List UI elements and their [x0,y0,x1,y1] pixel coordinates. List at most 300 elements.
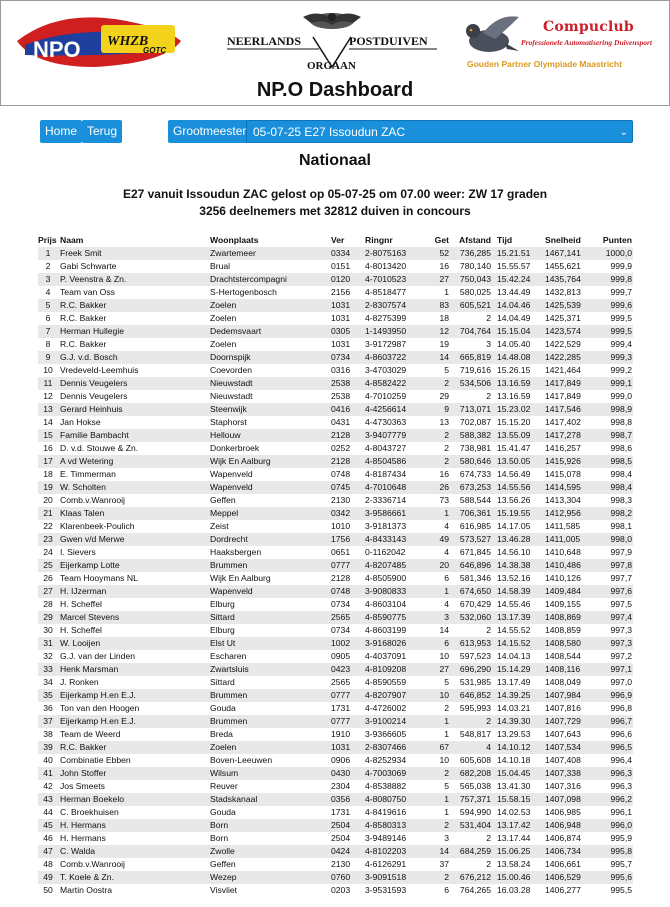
table-row [38,884,633,897]
cell-ringnr: 3-9172987 [365,338,425,351]
cell-afstand: 616,985 [456,520,497,533]
cell-woonplaats: Wapenveld [210,481,331,494]
table-row [38,858,633,871]
cell-ver: 0777 [331,559,365,572]
cell-tijd: 14.56.10 [497,546,545,559]
cell-tijd: 14.56.49 [497,468,545,481]
cell-ringnr: 4-4256614 [365,403,425,416]
race-select[interactable] [246,120,633,143]
cell-afstand: 532,060 [456,611,497,624]
cell-prijs: 2 [38,260,58,273]
cell-prijs: 8 [38,338,58,351]
cell-punten: 997,3 [590,637,633,650]
cell-get: 20 [425,559,456,572]
cell-woonplaats: Haaksbergen [210,546,331,559]
cell-punten: 999,2 [590,364,633,377]
cell-tijd: 15.23.02 [497,403,545,416]
table-row [38,715,633,728]
cell-ringnr: 2-3336714 [365,494,425,507]
cell-get: 67 [425,741,456,754]
cell-get: 27 [425,663,456,676]
cell-ver: 1002 [331,637,365,650]
cell-prijs: 28 [38,598,58,611]
cell-get: 13 [425,416,456,429]
cell-ringnr: 4-8207485 [365,559,425,572]
table-row [38,247,633,260]
table-row [38,312,633,325]
cell-ringnr: 4-8102203 [365,845,425,858]
cell-ringnr: 4-8275399 [365,312,425,325]
cell-snelheid: 1406,874 [545,832,590,845]
cell-prijs: 18 [38,468,58,481]
chevron-down-icon: ⌄ [619,127,628,138]
cell-ver: 1731 [331,702,365,715]
cell-get: 10 [425,754,456,767]
cell-prijs: 26 [38,572,58,585]
cell-punten: 998,2 [590,507,633,520]
cell-prijs: 31 [38,637,58,650]
cell-afstand: 605,608 [456,754,497,767]
cell-woonplaats: Reuver [210,780,331,793]
cell-prijs: 32 [38,650,58,663]
cell-woonplaats: Sittard [210,611,331,624]
cell-get: 52 [425,247,456,260]
cell-ringnr: 4-8433143 [365,533,425,546]
cell-prijs: 27 [38,585,58,598]
race-select-value: 05-07-25 E27 Issoudun ZAC [253,125,406,139]
cell-snelheid: 1417,849 [545,377,590,390]
cell-get: 10 [425,689,456,702]
cell-woonplaats: Donkerbroek [210,442,331,455]
cell-get: 6 [425,572,456,585]
cell-punten: 998,8 [590,416,633,429]
cell-tijd: 13.46.28 [497,533,545,546]
cell-tijd: 14.55.56 [497,481,545,494]
cell-get: 3 [425,611,456,624]
cell-ver: 0316 [331,364,365,377]
cell-prijs: 45 [38,819,58,832]
cell-punten: 998,0 [590,533,633,546]
table-row [38,533,633,546]
page-header [0,0,670,106]
cell-ringnr: 4-8603104 [365,598,425,611]
cell-afstand: 594,990 [456,806,497,819]
cell-snelheid: 1407,338 [545,767,590,780]
cell-ringnr: 4-7010259 [365,390,425,403]
cell-snelheid: 1417,849 [545,390,590,403]
cell-afstand: 595,993 [456,702,497,715]
cell-afstand: 597,523 [456,650,497,663]
table-row [38,754,633,767]
cell-get: 6 [425,884,456,897]
table-row [38,650,633,663]
cell-naam: Team de Weerd [58,728,210,741]
table-row [38,442,633,455]
cell-prijs: 16 [38,442,58,455]
table-row [38,286,633,299]
cell-naam: W. Scholten [58,481,210,494]
cell-woonplaats: Zoelen [210,338,331,351]
cell-afstand: 665,819 [456,351,497,364]
cell-get: 26 [425,481,456,494]
cell-punten: 995,6 [590,871,633,884]
cell-woonplaats: Brummen [210,689,331,702]
back-button[interactable]: Terug [82,120,122,143]
cell-punten: 997,7 [590,572,633,585]
cell-woonplaats: Zoelen [210,741,331,754]
cell-ver: 0748 [331,468,365,481]
cell-ringnr: 2-8307466 [365,741,425,754]
cell-prijs: 3 [38,273,58,286]
cell-woonplaats: Wezep [210,871,331,884]
cell-punten: 996,7 [590,715,633,728]
cell-get: 27 [425,273,456,286]
cell-punten: 997,2 [590,650,633,663]
cell-naam: C. Walda [58,845,210,858]
cell-tijd: 14.04.13 [497,650,545,663]
cell-woonplaats: Dordrecht [210,533,331,546]
cell-afstand: 531,985 [456,676,497,689]
cell-punten: 999,4 [590,338,633,351]
cell-naam: Dennis Veugelers [58,390,210,403]
cell-punten: 998,3 [590,494,633,507]
cell-ver: 0748 [331,585,365,598]
cell-ringnr: 4-7010523 [365,273,425,286]
cell-tijd: 14.55.52 [497,624,545,637]
table-row [38,793,633,806]
cell-punten: 999,0 [590,390,633,403]
cell-get: 37 [425,858,456,871]
cell-snelheid: 1408,869 [545,611,590,624]
cell-afstand: 2 [456,715,497,728]
cell-woonplaats: Zeist [210,520,331,533]
cell-ver: 1031 [331,312,365,325]
cell-woonplaats: Wijk En Aalburg [210,572,331,585]
cell-afstand: 534,506 [456,377,497,390]
cell-woonplaats: Zwartsluis [210,663,331,676]
cell-ringnr: 3-9489146 [365,832,425,845]
cell-get: 1 [425,728,456,741]
cell-punten: 996,3 [590,767,633,780]
table-row [38,832,633,845]
cell-snelheid: 1417,278 [545,429,590,442]
cell-prijs: 12 [38,390,58,403]
cell-prijs: 25 [38,559,58,572]
cell-punten: 999,8 [590,273,633,286]
cell-ringnr: 4-7010648 [365,481,425,494]
cell-get: 2 [425,767,456,780]
cell-afstand: 2 [456,858,497,871]
cell-prijs: 43 [38,793,58,806]
cell-ringnr: 2-8307574 [365,299,425,312]
cell-get: 12 [425,325,456,338]
cell-snelheid: 1423,574 [545,325,590,338]
cell-tijd: 14.15.52 [497,637,545,650]
cell-afstand: 673,253 [456,481,497,494]
table-header-row [38,234,633,247]
cell-ringnr: 3-9366605 [365,728,425,741]
cell-prijs: 4 [38,286,58,299]
cell-woonplaats: Zoelen [210,312,331,325]
cell-ringnr: 4-4730363 [365,416,425,429]
cell-punten: 998,4 [590,468,633,481]
cell-afstand: 674,733 [456,468,497,481]
cell-tijd: 14.58.39 [497,585,545,598]
cell-naam: H. Hermans [58,819,210,832]
col-afstand: Afstand [459,235,491,245]
table-row [38,741,633,754]
cell-woonplaats: Elburg [210,624,331,637]
cell-afstand: 573,527 [456,533,497,546]
cell-woonplaats: Brual [210,260,331,273]
cell-tijd: 13.58.24 [497,858,545,871]
cell-naam: Gwen v/d Merwe [58,533,210,546]
cell-prijs: 41 [38,767,58,780]
cell-naam: Dennis Veugelers [58,377,210,390]
table-row [38,546,633,559]
cell-ver: 2156 [331,286,365,299]
cell-snelheid: 1407,816 [545,702,590,715]
table-row [38,390,633,403]
table-row [38,598,633,611]
cell-naam: R.C. Bakker [58,299,210,312]
cell-snelheid: 1415,926 [545,455,590,468]
cell-ringnr: 4-8580313 [365,819,425,832]
cell-afstand: 605,521 [456,299,497,312]
cell-tijd: 15.19.55 [497,507,545,520]
cell-afstand: 548,817 [456,728,497,741]
nps-right-text: POSTDUIVEN [349,34,428,48]
nps-logo [223,7,441,73]
cell-tijd: 13.17.42 [497,819,545,832]
cell-punten: 999,5 [590,312,633,325]
table-row [38,780,633,793]
table-row [38,377,633,390]
cell-get: 14 [425,624,456,637]
cell-ringnr: 4-8590775 [365,611,425,624]
table-row [38,637,633,650]
cell-naam: T. Koele & Zn. [58,871,210,884]
cell-ver: 0342 [331,507,365,520]
cell-naam: R.C. Bakker [58,338,210,351]
cell-punten: 997,5 [590,598,633,611]
cell-afstand: 2 [456,390,497,403]
cell-naam: Jan Hokse [58,416,210,429]
cell-afstand: 780,140 [456,260,497,273]
cell-prijs: 15 [38,429,58,442]
cell-get: 14 [425,845,456,858]
cell-tijd: 13.55.09 [497,429,545,442]
cell-punten: 998,9 [590,403,633,416]
col-prijs: Prijs [38,235,57,245]
cell-afstand: 4 [456,741,497,754]
cell-punten: 997,8 [590,559,633,572]
cell-afstand: 580,025 [456,286,497,299]
cell-tijd: 13.16.59 [497,377,545,390]
cell-punten: 999,7 [590,286,633,299]
cell-afstand: 646,852 [456,689,497,702]
table-row [38,559,633,572]
cell-naam: Henk Marsman [58,663,210,676]
cell-punten: 999,6 [590,299,633,312]
cell-tijd: 15.58.15 [497,793,545,806]
cell-ver: 0651 [331,546,365,559]
table-row [38,663,633,676]
cell-tijd: 14.04.46 [497,299,545,312]
cell-woonplaats: Gouda [210,702,331,715]
cell-ringnr: 4-4726002 [365,702,425,715]
cell-tijd: 15.21.51 [497,247,545,260]
home-button[interactable]: Home [40,120,82,143]
cell-woonplaats: Brummen [210,559,331,572]
cell-prijs: 34 [38,676,58,689]
cell-woonplaats: Geffen [210,494,331,507]
cell-prijs: 29 [38,611,58,624]
table-row [38,702,633,715]
cell-ver: 1910 [331,728,365,741]
cell-punten: 996,1 [590,806,633,819]
table-row [38,403,633,416]
table-row [38,676,633,689]
cell-afstand: 3 [456,338,497,351]
cell-tijd: 15.55.57 [497,260,545,273]
cell-afstand: 736,285 [456,247,497,260]
cell-ver: 2504 [331,832,365,845]
table-row [38,585,633,598]
col-get: Get [434,235,449,245]
cell-punten: 1000,0 [590,247,633,260]
cell-get: 6 [425,637,456,650]
cell-snelheid: 1416,257 [545,442,590,455]
cell-punten: 998,1 [590,520,633,533]
cell-punten: 998,4 [590,481,633,494]
col-ver: Ver [331,235,345,245]
cell-snelheid: 1408,580 [545,637,590,650]
cell-tijd: 15.42.24 [497,273,545,286]
cell-prijs: 46 [38,832,58,845]
cell-woonplaats: Nieuwstadt [210,390,331,403]
cell-woonplaats: Sittard [210,676,331,689]
cell-get: 2 [425,702,456,715]
cell-naam: R.C. Bakker [58,312,210,325]
cell-ver: 0423 [331,663,365,676]
cell-ver: 2565 [331,611,365,624]
cell-ver: 0777 [331,715,365,728]
cell-ver: 2128 [331,455,365,468]
pigeon-icon [459,11,521,61]
cell-naam: Familie Bambacht [58,429,210,442]
cell-naam: Comb.v.Wanrooij [58,494,210,507]
cell-get: 49 [425,533,456,546]
table-row [38,624,633,637]
cell-naam: G.J. van der Linden [58,650,210,663]
cell-get: 2 [425,442,456,455]
cell-punten: 996,2 [590,793,633,806]
cell-get: 4 [425,546,456,559]
cell-punten: 997,1 [590,663,633,676]
nps-left-text: NEERLANDS [227,34,302,48]
cell-punten: 995,8 [590,845,633,858]
cell-ver: 0334 [331,247,365,260]
table-row [38,455,633,468]
page-title: NP.O Dashboard [256,79,414,101]
cell-naam: Martin Oostra [58,884,210,897]
cell-naam: Gabi Schwarte [58,260,210,273]
table-row [38,507,633,520]
cell-punten: 997,4 [590,611,633,624]
cell-snelheid: 1417,402 [545,416,590,429]
cell-afstand: 581,346 [456,572,497,585]
cell-woonplaats: Hellouw [210,429,331,442]
cell-get: 83 [425,299,456,312]
cell-ringnr: 4-8538882 [365,780,425,793]
cell-woonplaats: Geffen [210,858,331,871]
cell-afstand: 764,265 [456,884,497,897]
cell-snelheid: 1407,316 [545,780,590,793]
cell-punten: 996,8 [590,702,633,715]
cell-ringnr: 4-8504586 [365,455,425,468]
cell-snelheid: 1406,948 [545,819,590,832]
cell-snelheid: 1467,141 [545,247,590,260]
cell-get: 1 [425,585,456,598]
cell-snelheid: 1422,285 [545,351,590,364]
cell-ver: 0777 [331,689,365,702]
cell-afstand: 613,953 [456,637,497,650]
cell-naam: Marcel Stevens [58,611,210,624]
cell-tijd: 13.44.49 [497,286,545,299]
cell-get: 16 [425,260,456,273]
cell-ringnr: 4-8207907 [365,689,425,702]
cell-prijs: 35 [38,689,58,702]
cell-snelheid: 1406,277 [545,884,590,897]
cell-naam: A vd Wetering [58,455,210,468]
cell-snelheid: 1408,116 [545,663,590,676]
cell-ringnr: 4-8603722 [365,351,425,364]
cell-afstand: 684,259 [456,845,497,858]
cell-get: 5 [425,676,456,689]
cell-get: 29 [425,390,456,403]
cell-prijs: 14 [38,416,58,429]
cell-ringnr: 4-8518477 [365,286,425,299]
table-row [38,871,633,884]
cell-snelheid: 1407,729 [545,715,590,728]
cell-prijs: 39 [38,741,58,754]
cell-snelheid: 1408,859 [545,624,590,637]
cell-naam: Team Hooymans NL [58,572,210,585]
cell-tijd: 13.41.30 [497,780,545,793]
cell-ver: 1031 [331,741,365,754]
cell-snelheid: 1406,661 [545,858,590,871]
cell-afstand: 676,212 [456,871,497,884]
cell-punten: 999,5 [590,325,633,338]
cell-tijd: 15.04.45 [497,767,545,780]
table-row [38,728,633,741]
cell-afstand: 2 [456,832,497,845]
cell-naam: C. Broekhuisen [58,806,210,819]
cell-ringnr: 4-8252934 [365,754,425,767]
cell-ringnr: 3-9586661 [365,507,425,520]
cell-naam: Combinatie Ebben [58,754,210,767]
cell-tijd: 15.26.15 [497,364,545,377]
cell-prijs: 13 [38,403,58,416]
cell-naam: Gerard Heinhuis [58,403,210,416]
cell-prijs: 5 [38,299,58,312]
cell-punten: 997,9 [590,546,633,559]
table-row [38,481,633,494]
cell-get: 5 [425,364,456,377]
cell-snelheid: 1408,544 [545,650,590,663]
cell-tijd: 14.10.12 [497,741,545,754]
